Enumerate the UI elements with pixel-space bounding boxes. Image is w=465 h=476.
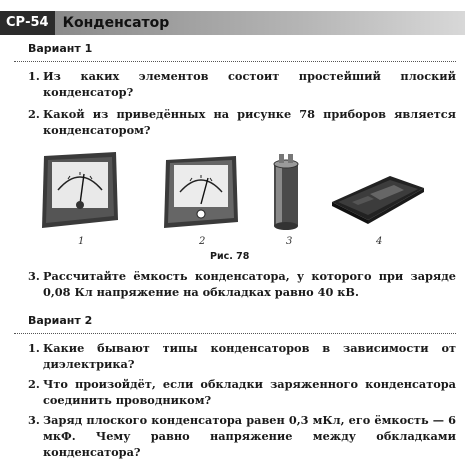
question-1-2 xyxy=(28,106,456,138)
question-2-2 xyxy=(28,376,456,408)
question-text: Рассчитайте ёмкость конденсатора, у которого при заряде 0,08 Кл напряжение на обкладках равно 40 кВ. xyxy=(43,269,456,299)
question-1-1 xyxy=(28,68,456,100)
question-text: Заряд плоского конденсатора равен 0,3 мКл, его ёмкость — 6 мкФ. Чему равно напряжение между обкладками конденсатора? xyxy=(43,413,456,459)
question-text: Что произойдёт, если обкладки заряженного конденсатора соединить проводником? xyxy=(43,377,456,407)
question-number: 3. xyxy=(28,413,40,427)
analog-meter-icon xyxy=(38,150,122,232)
figure-label: 4 xyxy=(376,236,383,247)
section-title: Конденсатор xyxy=(55,11,465,35)
figure-label: 1 xyxy=(78,236,85,247)
question-2-1 xyxy=(28,340,456,372)
divider xyxy=(14,61,456,62)
figure-label: 2 xyxy=(199,236,206,247)
question-number: 1. xyxy=(28,341,40,355)
question-number: 2. xyxy=(28,377,40,391)
section-code: СР-54 xyxy=(0,11,55,35)
question-text: Какой из приведённых на рисунке 78 приборов является конденсатором? xyxy=(43,107,456,137)
question-2-3 xyxy=(28,412,456,460)
question-1-3 xyxy=(28,268,456,300)
question-number: 1. xyxy=(28,69,40,83)
divider xyxy=(14,333,456,334)
figure-caption: Рис. 78 xyxy=(210,251,250,262)
variant-2-heading: Вариант 2 xyxy=(28,314,93,327)
question-number: 3. xyxy=(28,269,40,283)
variant-1-heading: Вариант 1 xyxy=(28,42,93,55)
question-number: 2. xyxy=(28,107,40,121)
page-header xyxy=(0,6,465,40)
question-text: Какие бывают типы конденсаторов в зависимости от диэлектрика? xyxy=(43,341,456,371)
flat-battery-icon xyxy=(330,172,426,226)
cylinder-capacitor-icon xyxy=(266,150,306,232)
analog-meter-icon xyxy=(160,152,242,232)
figure-label: 3 xyxy=(286,236,293,247)
question-text: Из каких элементов состоит простейший плоский конденсатор? xyxy=(43,69,456,99)
